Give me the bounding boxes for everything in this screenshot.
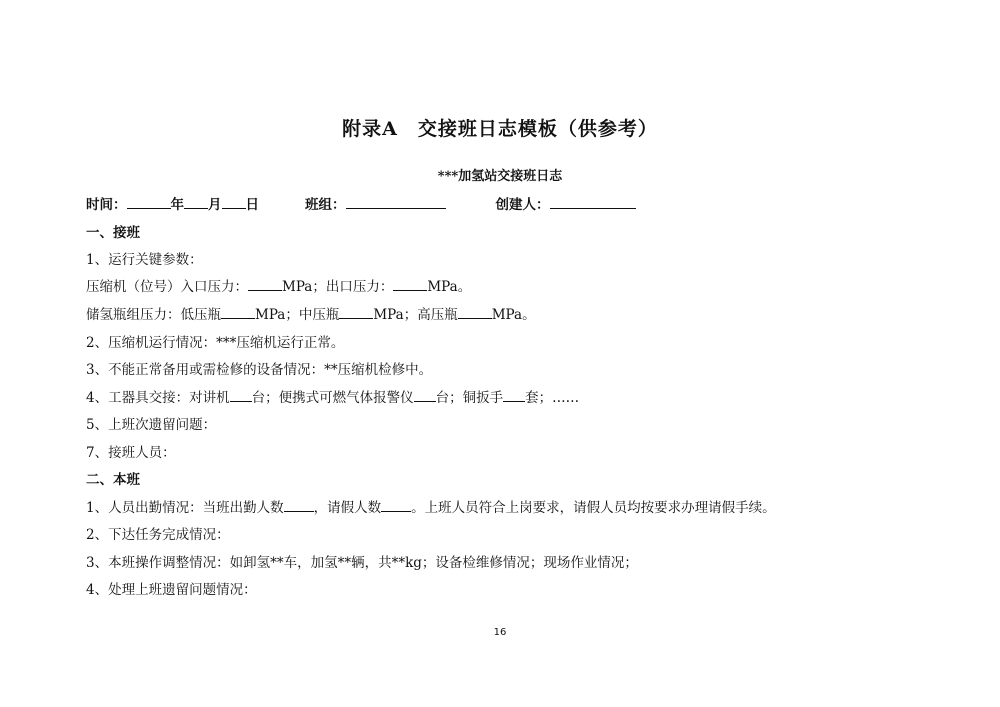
attendance-leave-label: ，请假人数 bbox=[313, 500, 382, 516]
compressor-pressure-line bbox=[86, 275, 471, 295]
storage-high-label: MPa；高压瓶 bbox=[373, 307, 458, 323]
storage-pressure-line bbox=[86, 303, 536, 323]
tools-handover-line bbox=[86, 386, 579, 406]
month-label: 月 bbox=[208, 197, 222, 213]
outlet-blank bbox=[393, 277, 427, 291]
high-blank bbox=[458, 305, 492, 319]
wrench-blank bbox=[503, 388, 525, 402]
section2-item2: 2、下达任务完成情况： bbox=[86, 527, 230, 543]
day-blank bbox=[222, 195, 246, 209]
inlet-blank bbox=[248, 277, 282, 291]
day-label: 日 bbox=[245, 197, 259, 213]
compressor-outlet-label: MPa；出口压力： bbox=[282, 279, 394, 295]
section1-item5: 5、上班次遗留问题： bbox=[86, 417, 217, 433]
page-title: 附录A 交接班日志模板（供参考） bbox=[342, 118, 658, 140]
section1-item7: 7、接班人员： bbox=[86, 445, 176, 461]
tools-wrench-label: 台；铜扳手 bbox=[435, 390, 504, 406]
section1-item1: 1、运行关键参数： bbox=[86, 252, 203, 268]
compressor-unit-end: MPa。 bbox=[427, 279, 472, 295]
year-blank bbox=[127, 195, 171, 209]
month-blank bbox=[184, 195, 208, 209]
leave-blank bbox=[381, 498, 411, 512]
section1-heading: 一、接班 bbox=[86, 225, 140, 241]
attendance-present-label: 1、人员出勤情况：当班出勤人数 bbox=[86, 500, 284, 516]
section1-item3: 3、不能正常备用或需检修的设备情况：**压缩机检修中。 bbox=[86, 362, 433, 378]
storage-unit-end: MPa。 bbox=[491, 307, 536, 323]
section2-item4: 4、处理上班遗留问题情况： bbox=[86, 582, 257, 598]
log-subtitle: ***加氢站交接班日志 bbox=[437, 169, 563, 184]
year-label: 年 bbox=[170, 197, 184, 213]
storage-mid-label: MPa；中压瓶 bbox=[255, 307, 340, 323]
intercom-blank bbox=[230, 388, 252, 402]
section2-item3: 3、本班操作调整情况：如卸氢**车，加氢**辆，共**kg；设备检维修情况；现场作业情况； bbox=[86, 555, 638, 571]
team-blank bbox=[346, 195, 446, 209]
time-label: 时间： bbox=[86, 197, 127, 213]
present-blank bbox=[284, 498, 314, 512]
attendance-note: 。上班人员符合上岗要求，请假人员均按要求办理请假手续。 bbox=[411, 500, 776, 516]
section1-item2: 2、压缩机运行情况：***压缩机运行正常。 bbox=[86, 335, 345, 351]
compressor-inlet-label: 压缩机（位号）入口压力： bbox=[86, 279, 248, 295]
attendance-line bbox=[86, 496, 776, 516]
section2-heading: 二、本班 bbox=[86, 472, 140, 488]
creator-label: 创建人： bbox=[495, 197, 550, 213]
low-blank bbox=[221, 305, 255, 319]
tools-end: 套；…… bbox=[525, 390, 580, 406]
mid-blank bbox=[339, 305, 373, 319]
detector-blank bbox=[414, 388, 436, 402]
tools-intercom-label: 4、工器具交接：对讲机 bbox=[86, 390, 230, 406]
page-number: 16 bbox=[493, 627, 507, 638]
creator-blank bbox=[550, 195, 636, 209]
storage-low-label: 储氢瓶组压力：低压瓶 bbox=[86, 307, 221, 323]
header-line bbox=[86, 193, 636, 213]
tools-detector-label: 台；便携式可燃气体报警仪 bbox=[251, 390, 414, 406]
team-label: 班组： bbox=[305, 197, 346, 213]
